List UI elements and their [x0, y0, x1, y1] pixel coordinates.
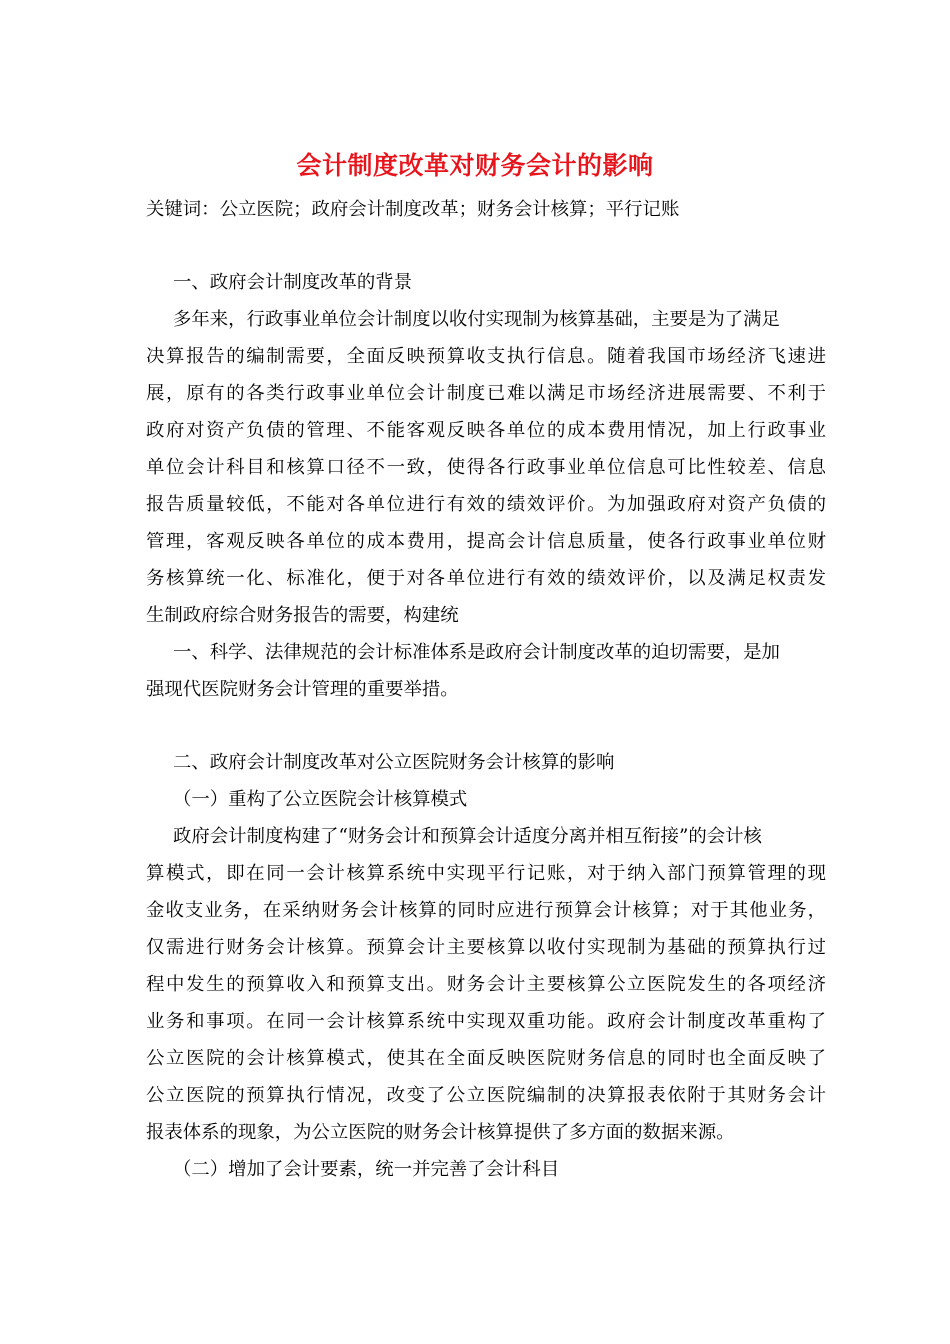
section1-para1-line: 生制政府综合财务报告的需要，构建统	[146, 605, 459, 626]
section2-sub1-para-line: 仅需进行财务会计核算。预算会计主要核算以收付实现制为基础的预算执行过	[146, 937, 826, 958]
section1-para2-line: 一、科学、法律规范的会计标准体系是政府会计制度改革的迫切需要，是加	[173, 642, 780, 663]
keywords-line: 关键词：公立医院；政府会计制度改革；财务会计核算；平行记账	[146, 199, 680, 220]
section1-para1-line: 决算报告的编制需要，全面反映预算收支执行信息。随着我国市场经济飞速进	[146, 346, 826, 367]
section1-para1-line: 务核算统一化、标准化，便于对各单位进行有效的绩效评价，以及满足权责发	[146, 568, 826, 589]
section1-para1-line: 单位会计科目和核算口径不一致，使得各行政事业单位信息可比性较差、信息	[146, 457, 826, 478]
section2-sub1-heading: （一）重构了公立医院会计核算模式	[173, 789, 468, 810]
section2-heading: 二、政府会计制度改革对公立医院财务会计核算的影响	[173, 752, 615, 773]
section2-sub1-para-line: 报表体系的现象，为公立医院的财务会计核算提供了多方面的数据来源。	[146, 1122, 735, 1143]
section2-sub1-para-line: 公立医院的预算执行情况，改变了公立医院编制的决算报表依附于其财务会计	[146, 1085, 826, 1106]
document-title: 会计制度改革对财务会计的影响	[296, 151, 654, 180]
section2-sub1-para-line: 金收支业务，在采纳财务会计核算的同时应进行预算会计核算；对于其他业务，	[146, 900, 826, 921]
section1-para1-line: 展，原有的各类行政事业单位会计制度已难以满足市场经济进展需要、不利于	[146, 383, 826, 404]
section2-sub1-para-line: 公立医院的会计核算模式，使其在全面反映医院财务信息的同时也全面反映了	[146, 1048, 826, 1069]
section2-sub1-para-line: 政府会计制度构建了“财务会计和预算会计适度分离并相互衔接”的会计核	[173, 826, 762, 847]
section1-para1-line: 多年来，行政事业单位会计制度以收付实现制为核算基础，主要是为了满足	[173, 309, 780, 330]
section2-sub2-heading: （二）增加了会计要素，统一并完善了会计科目	[173, 1159, 560, 1180]
section1-para1-line: 管理，客观反映各单位的成本费用，提高会计信息质量，使各行政事业单位财	[146, 531, 826, 552]
section2-sub1-para-line: 程中发生的预算收入和预算支出。财务会计主要核算公立医院发生的各项经济	[146, 974, 826, 995]
section1-para1-line: 报告质量较低，不能对各单位进行有效的绩效评价。为加强政府对资产负债的	[146, 494, 826, 515]
section1-heading: 一、政府会计制度改革的背景	[173, 272, 413, 293]
section1-para2-line: 强现代医院财务会计管理的重要举措。	[146, 679, 459, 700]
section2-sub1-para-line: 算模式，即在同一会计核算系统中实现平行记账，对于纳入部门预算管理的现	[146, 863, 826, 884]
section1-para1-line: 政府对资产负债的管理、不能客观反映各单位的成本费用情况，加上行政事业	[146, 420, 826, 441]
section2-sub1-para-line: 业务和事项。在同一会计核算系统中实现双重功能。政府会计制度改革重构了	[146, 1011, 826, 1032]
